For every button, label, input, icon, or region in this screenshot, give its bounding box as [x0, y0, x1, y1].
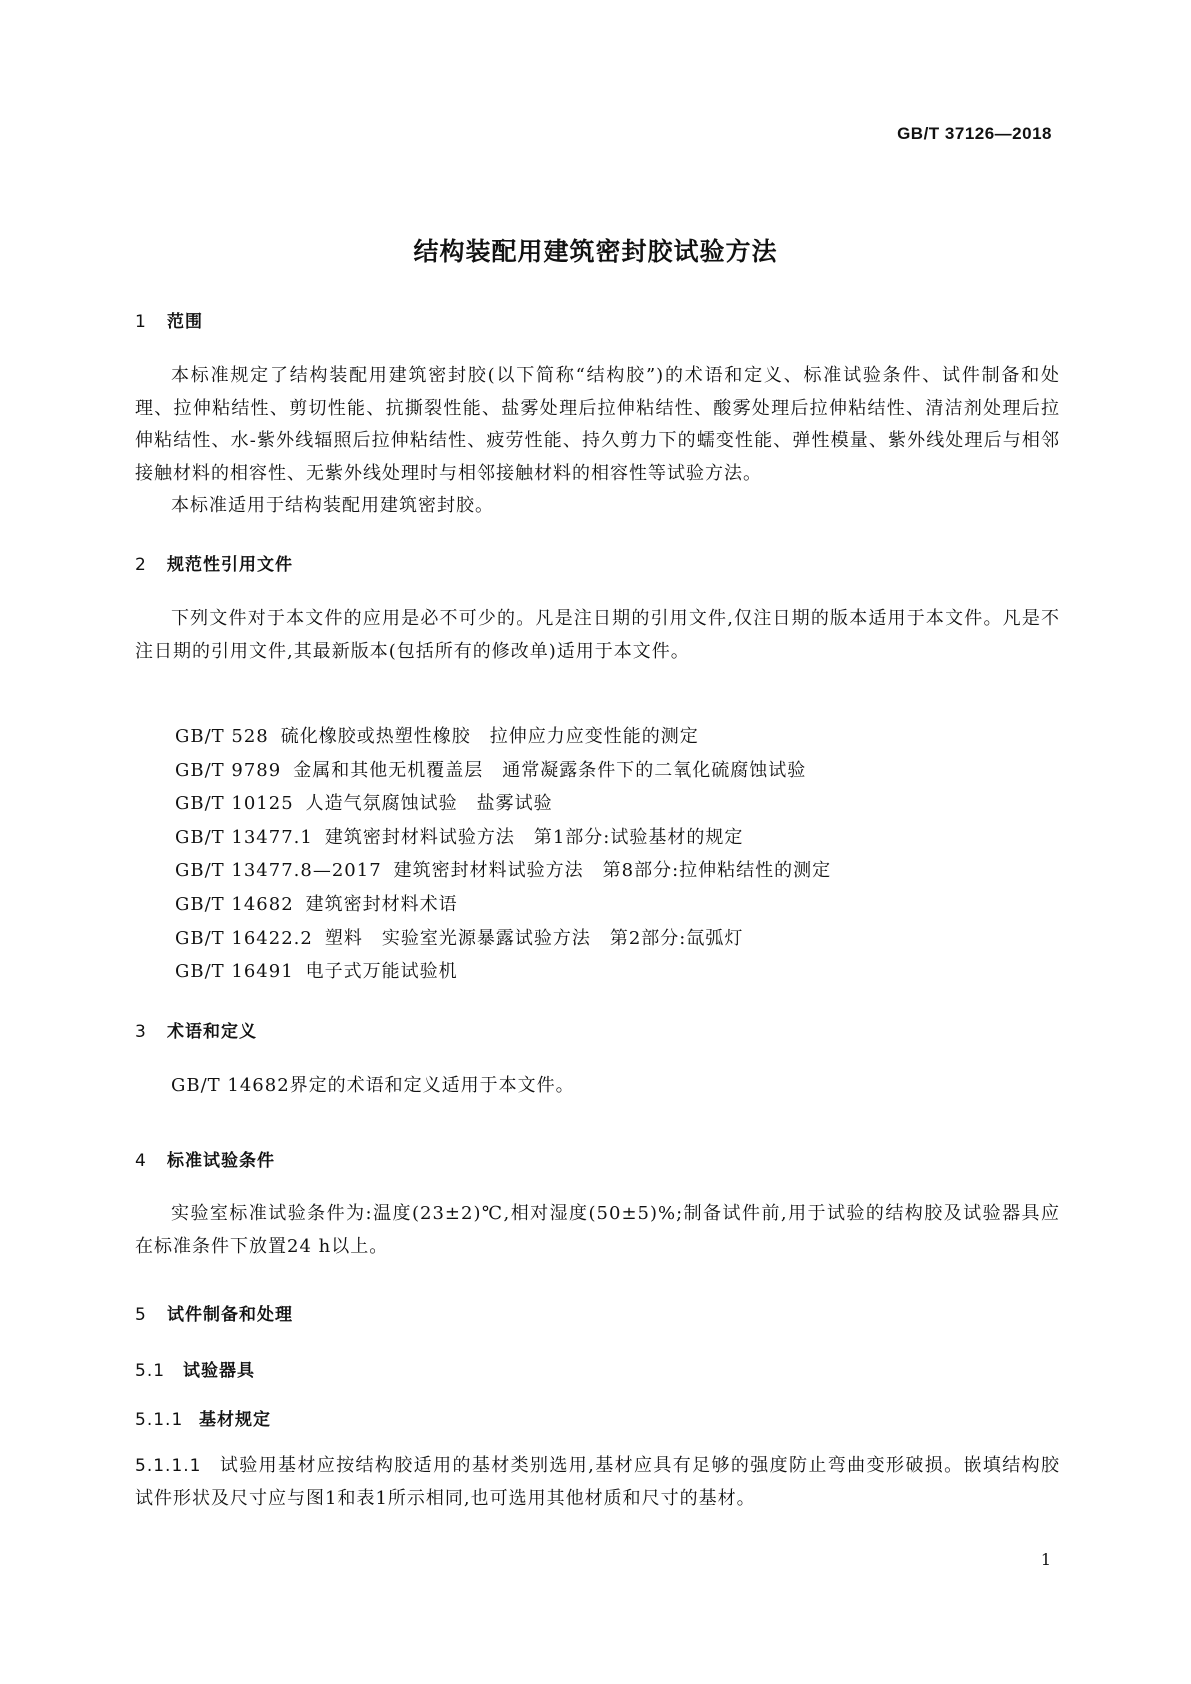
- reference-item: [175, 955, 831, 989]
- reference-item: [175, 787, 831, 821]
- clause-5-1-1-1: [135, 1450, 1060, 1515]
- section-number: 2: [135, 555, 147, 575]
- page-number: 1: [1040, 1550, 1051, 1569]
- section-number: 1: [135, 312, 147, 332]
- terms-paragraph: GB/T 14682界定的术语和定义适用于本文件。: [171, 1075, 575, 1096]
- reference-title: 硫化橡胶或热塑性橡胶 拉伸应力应变性能的测定: [280, 726, 699, 747]
- section-5-heading: [135, 1300, 293, 1325]
- section-number: 3: [135, 1022, 147, 1042]
- reference-title: 金属和其他无机覆盖层 通常凝露条件下的二氧化硫腐蚀试验: [293, 759, 807, 781]
- reference-code: GB/T 16491: [175, 961, 294, 983]
- section-1-heading: [135, 307, 203, 332]
- section-title: 基材规定: [199, 1410, 271, 1430]
- section-number: 5: [135, 1305, 147, 1325]
- reference-item: [175, 720, 831, 754]
- clause-text: 试验用基材应按结构胶适用的基材类别选用,基材应具有足够的强度防止弯曲变形破损。嵌填结构胶试件形状及尺寸应与图1和表1所示相同,也可选用其他材质和尺寸的基材。: [135, 1455, 1060, 1509]
- section-title: 试件制备和处理: [167, 1305, 293, 1325]
- test-conditions-paragraph: 实验室标准试验条件为:温度(23±2)℃,相对湿度(50±5)%;制备试件前,用于试验的结构胶及试验器具应在标准条件下放置24 h以上。: [135, 1203, 1060, 1257]
- reference-code: GB/T 16422.2: [175, 927, 313, 949]
- section-number: 5.1: [135, 1361, 166, 1381]
- section-3-heading: [135, 1017, 257, 1042]
- reference-list: [175, 720, 831, 989]
- reference-title: 建筑密封材料术语: [305, 893, 458, 915]
- section-title: 标准试验条件: [167, 1151, 275, 1171]
- reference-item: [175, 854, 831, 888]
- section-title: 术语和定义: [167, 1022, 257, 1042]
- scope-applicability-paragraph: 本标准适用于结构装配用建筑密封胶。: [171, 495, 494, 516]
- reference-code: GB/T 14682: [175, 893, 294, 915]
- reference-code: GB/T 9789: [175, 759, 282, 781]
- reference-item: [175, 922, 831, 956]
- reference-code: GB/T 528: [175, 726, 269, 747]
- reference-code: GB/T 13477.8—2017: [175, 860, 382, 882]
- reference-title: 建筑密封材料试验方法 第8部分:拉伸粘结性的测定: [393, 860, 832, 882]
- reference-item: [175, 754, 831, 788]
- reference-code: GB/T 10125: [175, 793, 294, 815]
- section-number: 4: [135, 1151, 147, 1171]
- section-title: 试验器具: [183, 1361, 255, 1381]
- scope-paragraph: 本标准规定了结构装配用建筑密封胶(以下简称“结构胶”)的术语和定义、标准试验条件、试件制备和处理、拉伸粘结性、剪切性能、抗撕裂性能、盐雾处理后拉伸粘结性、酸雾处理后拉伸粘结性、清洁剂处理后拉伸粘结性、水-紫外线辐照后拉伸粘结性、疲劳性能、持久剪力下的蠕变性能、弹性模量、紫外线处理后与相邻接触材料的相容性、无紫外线处理时与相邻接触材料的相容性等试验方法。: [135, 365, 1060, 484]
- reference-code: GB/T 13477.1: [175, 826, 313, 848]
- section-2-heading: [135, 550, 293, 575]
- section-5-1-1-heading: [135, 1405, 271, 1430]
- document-title: 结构装配用建筑密封胶试验方法: [413, 237, 778, 266]
- reference-title: 人造气氛腐蚀试验 盐雾试验: [305, 793, 553, 815]
- section-title: 范围: [167, 312, 203, 332]
- normative-references-intro: 下列文件对于本文件的应用是必不可少的。凡是注日期的引用文件,仅注日期的版本适用于本文件。凡是不注日期的引用文件,其最新版本(包括所有的修改单)适用于本文件。: [135, 608, 1060, 662]
- reference-title: 建筑密封材料试验方法 第1部分:试验基材的规定: [324, 826, 744, 848]
- section-number: 5.1.1: [135, 1410, 184, 1430]
- document-code: GB/T 37126—2018: [897, 124, 1052, 143]
- reference-item: [175, 888, 831, 922]
- reference-title: 电子式万能试验机: [305, 961, 458, 983]
- section-title: 规范性引用文件: [167, 555, 293, 575]
- clause-number: 5.1.1.1: [135, 1456, 202, 1476]
- section-4-heading: [135, 1146, 275, 1171]
- reference-title: 塑料 实验室光源暴露试验方法 第2部分:氙弧灯: [324, 927, 744, 949]
- reference-item: [175, 821, 831, 855]
- section-5-1-heading: [135, 1356, 255, 1381]
